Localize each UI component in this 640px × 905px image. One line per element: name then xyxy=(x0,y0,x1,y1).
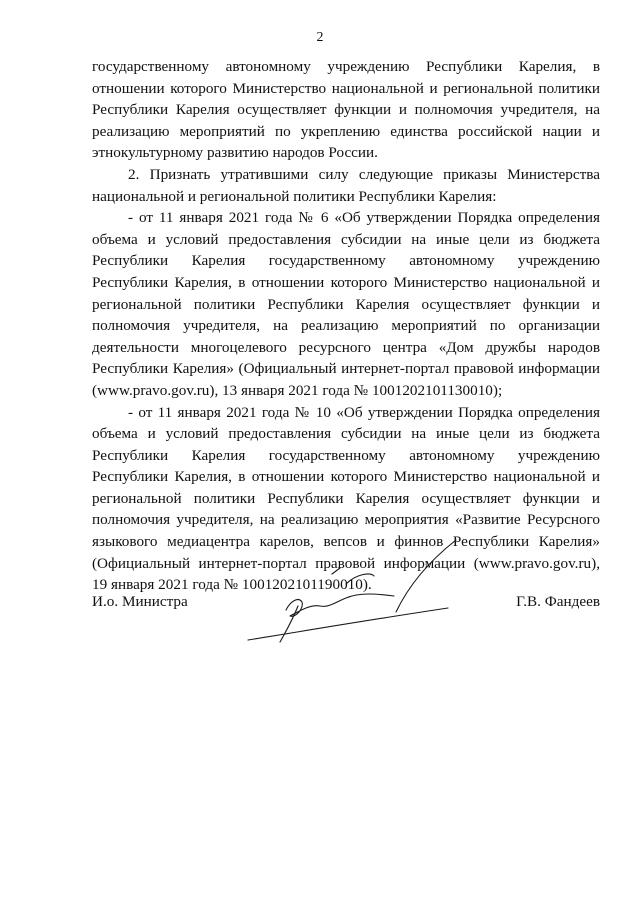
paragraph-order-10: - от 11 января 2021 года № 10 «Об утверждении Порядка определения объема и условий предоставления субсидии на иные цели из бюджета Республики Карелия государственному автономному учреждению Республики Карелия, в отношении которого Министерство национальной и региональной политики Республики Карелия осуществляет функции и полномочия учредителя, на реализацию мероприятия «Развитие Ресурсного языкового медиацентра карелов, вепсов и финнов Республики Карелия» (Официальный интернет-портал правовой информации (www.pravo.gov.ru), 19 января 2021 года № 1001202101190010). xyxy=(92,403,600,594)
document-body xyxy=(92,56,600,596)
paragraph-order-6: - от 11 января 2021 года № 6 «Об утверждении Порядка определения объема и условий предоставления субсидии на иные цели из бюджета Республики Карелия государственному автономному учреждению Республики Карелия, в отношении которого Министерство национальной и региональной политики Республики Карелия осуществляет функции и полномочия учредителя, на реализацию мероприятий по организации деятельности многоцелевого ресурсного центра «Дом дружбы народов Республики Карелия» (Официальный интернет-портал правовой информации (www.pravo.gov.ru), 13 января 2021 года № 1001202101130010); xyxy=(92,209,600,399)
signatory-title: И.о. Министра xyxy=(92,593,188,610)
handwritten-signature-icon xyxy=(228,532,478,657)
paragraph-item-2: 2. Признать утратившими силу следующие приказы Министерства национальной и региональной политики Республики Карелия: xyxy=(92,165,600,205)
signatory-name: Г.В. Фандеев xyxy=(516,593,600,610)
page-number: 2 xyxy=(316,30,324,45)
paragraph-continuation: государственному автономному учреждению Республики Карелия, в отношении которого Министерство национальной и региональной политики Республики Карелия осуществляет функции и полномочия учредителя, на реализацию мероприятий по укреплению единства российской нации и этнокультурному развитию народов России. xyxy=(92,58,600,162)
